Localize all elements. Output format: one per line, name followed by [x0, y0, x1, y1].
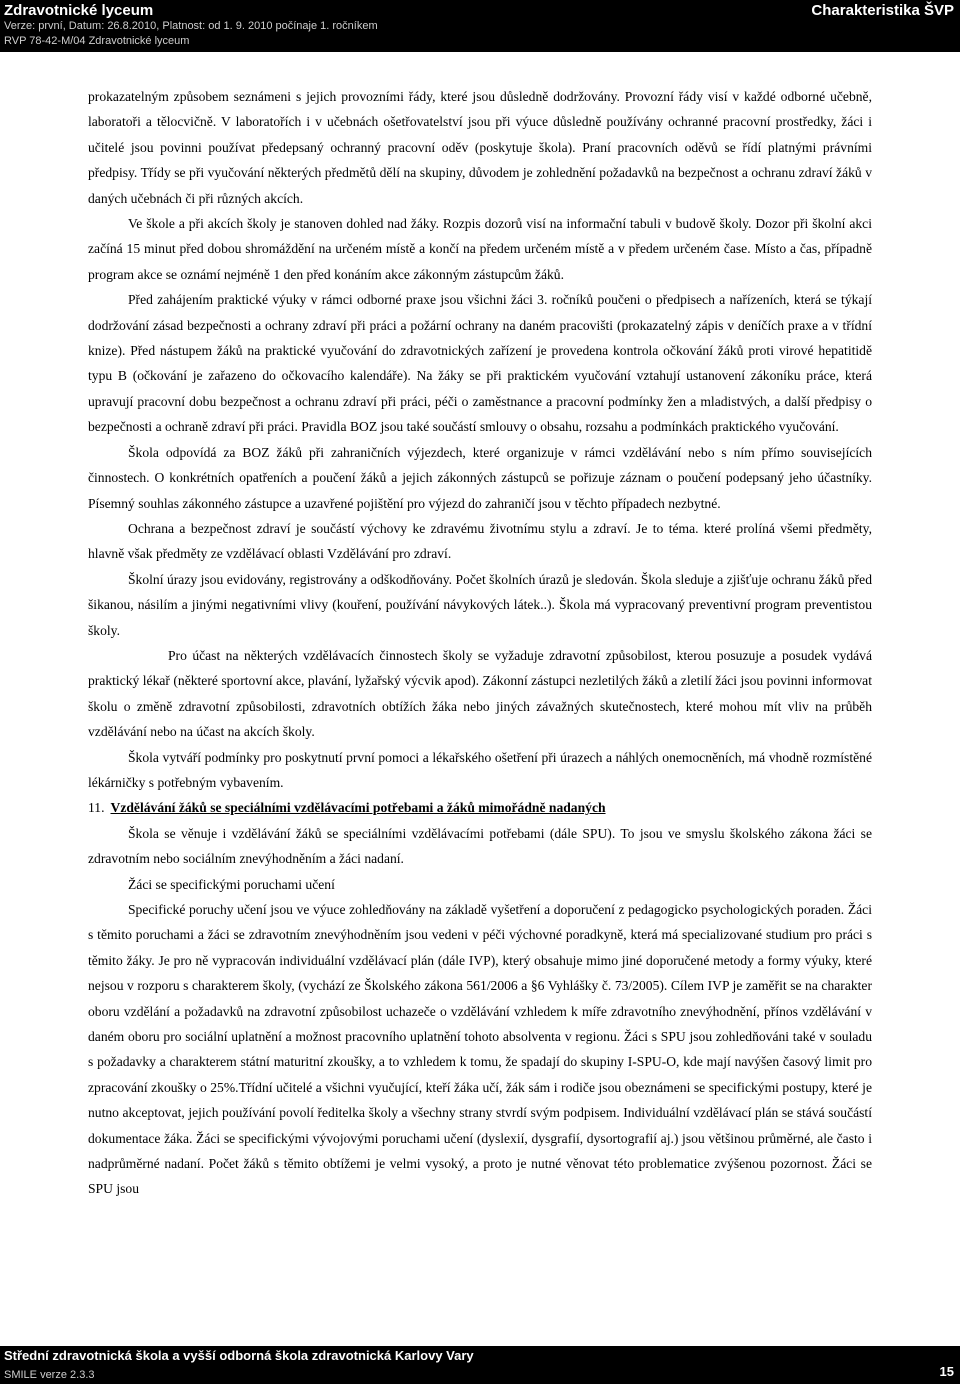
paragraph: Specifické poruchy učení jsou ve výuce zohledňovány na základě vyšetření a doporučení z pedagogicko psychologických poraden. Žáci s těmito poruchami a žáci se zdravotním znevýhodněním jsou vedeni v péči výchovné poradkyně, která má specializované studium pro práci s těmito žáky. Je pro ně vypracován individuální vzdělávací plán (dále IVP), který obsahuje mimo jiné doporučené metody a formy výuky, které nejsou v rozporu s charakterem školy, (vychází ze Školského zákona 561/2006 a §6 Vyhlášky č. 73/2005). Cílem IVP je zaměřit se na charakter oboru vzdělání a požadavků na zdravotní způsobilost uchazeče o vzdělávání vzhledem k míře zdravotního znevýhodnění, přínos vzdělávání v daném oboru pro sociální uplatnění a možnost pracovního uplatnění tohoto absolventa v regionu. Žáci s SPU jsou zohledňováni také v souladu s požadavky a charakterem státní maturitní zkoušky, a to vzhledem k tomu, že spadají do skupiny I-SPU-O, kde mají navýšen časový limit pro zpracování zkoušky o 25%.Třídní učitelé a všichni vyučující, kteří žáka učí, žák sám i rodiče jsou obeznámeni se specifickými postupy, které je nutno akceptovat, jejich používání povolí ředitelka školy a všechny strany stvrdí svým podpisem. Individuální vzdělávací plán se stává součástí dokumentace žáka. Žáci se specifickými vývojovými poruchami učení (dyslexií, dysgrafií, dysortografií aj.) jsou většinou průměrné, ale často i nadprůměrné nadaní. Počet žáků s těmito obtížemi je velmi vysoký, a proto je nutné věnovat této problematice zvýšenou pozornost. Žáci se SPU jsou — [88, 902, 872, 1197]
paragraph: Škola vytváří podmínky pro poskytnutí první pomoci a lékařského ošetření při úrazech a náhlých onemocněních, má vhodně rozmístěné lékárničky s potřebným vybavením. — [88, 749, 872, 790]
header-rvp-line: RVP 78-42-M/04 Zdravotnické lyceum — [4, 35, 190, 47]
paragraph: Ve škole a při akcích školy je stanoven dohled nad žáky. Rozpis dozorů visí na informační tabuli v budově školy. Dozor při školní akci začíná 15 minut před dobou shromáždění na určeném místě a končí na předem určeném místě a v předem určeném čase. Místo a čas, případně program akce se oznámí nejméně 1 den před konáním akce zákonným zástupcům žáků. — [88, 216, 872, 282]
paragraph: Ochrana a bezpečnost zdraví je součástí výchovy ke zdravému životnímu stylu a zdraví. Je to téma. které prolíná všemi předměty, hlavně však předměty ze vzdělávací oblasti Vzdělávání pro zdraví. — [88, 520, 872, 562]
paragraph: prokazatelným způsobem seznámeni s jejich provozními řády, které jsou důsledně dodržovány. Provozní řády visí v každé odborné učebně, laboratoři a tělocvičně. V laboratořích i v učebnách ošetřovatelství jsou při výuce důsledně používány ochranné pracovní prostředky, žáci i učitelé jsou povinni používat předepsaný ochranný pracovní oděv (poskytuje škola). Praní pracovních oděvů se řídí platnými právními předpisy. Třídy se při vyučování některých předmětů dělí na skupiny, důvodem je zohlednění požadavků na bezpečnost a ochranu zdraví žáků v daných učebnách či při různých akcích. — [88, 89, 872, 206]
page-number: 15 — [939, 1364, 954, 1379]
header-school-title: Zdravotnické lyceum — [4, 2, 154, 19]
subheading: Žáci se specifickými poruchami učení — [128, 876, 335, 892]
footer-software-version: SMILE verze 2.3.3 — [4, 1369, 95, 1381]
paragraph: Pro účast na některých vzdělávacích činnostech školy se vyžaduje zdravotní způsobilost, kterou posuzuje a posudek vydává praktický lékař (některé sportovní akce, plavání, lyžařský výcvik apod). Zákonní zástupci nezletilých žáků a zletilí žáci jsou povinni informovat školu o změně zdravotní způsobilosti, zdravotních obtížích žáka nebo jiných závažných skutečnostech, které mohou mít vliv na průběh vzdělávání nebo na účast na akcích školy. — [88, 647, 872, 740]
page-footer — [0, 1346, 960, 1384]
paragraph: Školní úrazy jsou evidovány, registrovány a odškodňovány. Počet školních úrazů je sledován. Škola sleduje a zjišťuje ochranu žáků před šikanou, násilím a jinými negativními vlivy (kouření, používání návykových látek..). Škola má vypracovaný preventivní program preventistou školy. — [88, 571, 872, 638]
header-doc-type: Charakteristika ŠVP — [811, 2, 954, 19]
footer-school-name: Střední zdravotnická škola a vyšší odborná škola zdravotnická Karlovy Vary — [4, 1348, 474, 1363]
section-number: 11. — [88, 800, 105, 816]
section-title: Vzdělávání žáků se speciálními vzdělávacími potřebami a žáků mimořádně nadaných — [110, 800, 606, 816]
header-version-line: Verze: první, Datum: 26.8.2010, Platnost: od 1. 9. 2010 počínaje 1. ročníkem — [4, 20, 378, 32]
paragraph: Škola odpovídá za BOZ žáků při zahraničních výjezdech, které organizuje v rámci vzdělávání nebo s ním přímo souvisejících činnostech. O konkrétních opatřeních a poučení žáků a jejich zákonných zástupců se pořizuje záznam o poučení podepsaný jeho účastníky. Písemný souhlas zákonného zástupce a uzavřené pojištění pro výjezd do zahraničí jsou v těchto případech nezbytné. — [88, 444, 872, 511]
document-body — [88, 84, 872, 1202]
page-header — [0, 0, 960, 52]
paragraph: Před zahájením praktické výuky v rámci odborné praxe jsou všichni žáci 3. ročníků poučeni o předpisech a nařízeních, která se týkají dodržování zásad bezpečnosti a ochrany zdraví při práci a požární ochrany na daném pracovišti (prokazatelný zápis v deníčích praxe a v třídní knize). Před nástupem žáků na praktické vyučování do zdravotnických zařízení je provedena kontrola očkování žáků proti virové hepatitidě typu B (očkování je zařazeno do očkovacího kalendáře). Na žáky se při praktickém vyučování vztahují ustanovení zákoníku práce, která upravují pracovní dobu bezpečnost a ochranu zdraví při práci, péči o zaměstnance a pracovní podmínky žen a mladistvých, a další předpisy o bezpečnosti a ochraně zdraví při práci. Pravidla BOZ jsou také součástí smlouvy o obsahu, rozsahu a podmínkách praktického vyučování. — [88, 292, 872, 435]
paragraph: Škola se věnuje i vzdělávání žáků se speciálními vzdělávacími potřebami (dále SPU). To jsou ve smyslu školského zákona žáci se zdravotním nebo sociálním znevýhodněním a žáci nadaní. — [88, 825, 872, 867]
section-heading — [88, 795, 872, 820]
